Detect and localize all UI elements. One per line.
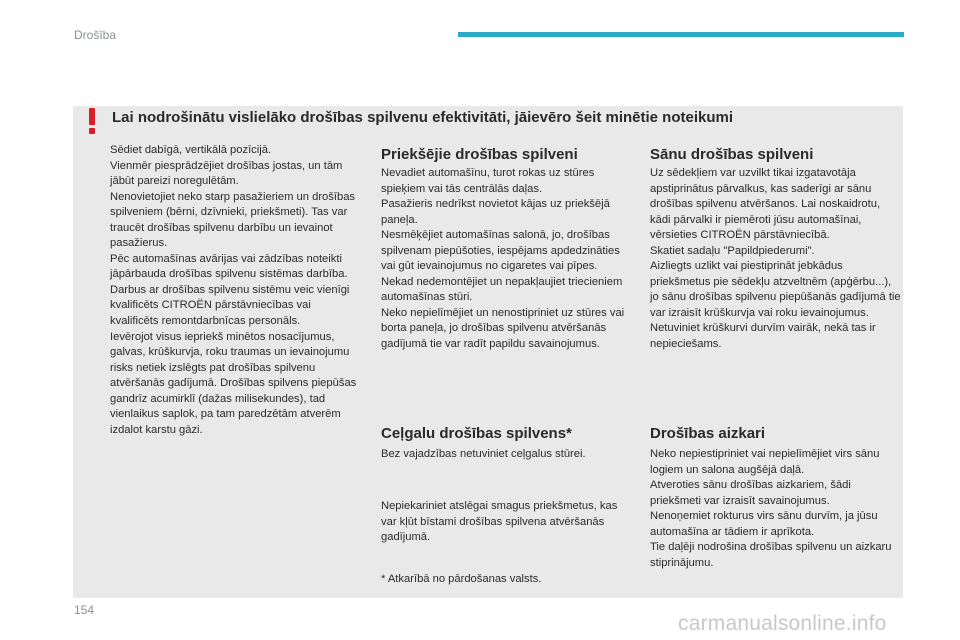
side-airbags-heading: Sānu drošības spilveni bbox=[650, 146, 814, 163]
footnote: * Atkarībā no pārdošanas valsts. bbox=[381, 573, 542, 585]
page-number: 154 bbox=[74, 603, 95, 617]
warning-icon-bar bbox=[89, 108, 95, 125]
warning-icon-dot bbox=[89, 128, 95, 134]
accent-bar bbox=[458, 32, 904, 37]
knee-airbag-heading: Ceļgalu drošības spilvens* bbox=[381, 425, 572, 442]
curtain-airbags-text: Neko nepiestipriniet vai nepielīmējiet virs sānu logiem un salona augšējā daļā. Atveroties sānu drošības aizkariem, šādi priekšmeti var izraisīt savainojumus. Nenoņemiet rokturus virs sānu durvīm, ja jūsu automašīna ar tādiem ir aprīkota. Tie daļēji nodrošina drošības spilvenu un aizkaru stiprinājumu. bbox=[650, 448, 892, 569]
front-airbags-heading: Priekšējie drošības spilveni bbox=[381, 146, 578, 163]
section-label: Drošība bbox=[74, 28, 117, 42]
knee-airbag-text-1: Bez vajadzības netuviniet ceļgalus stūrei. bbox=[381, 448, 586, 460]
front-airbags-text: Nevadiet automašīnu, turot rokas uz stūres spieķiem vai tās centrālās daļas. Pasažieris nedrīkst novietot kājas uz priekšējā paneļa. Nesmēķējiet automašīnas salonā, jo, drošības spilvenam piepūšoties, iespējams apdedzināties vai gūt ievainojumus no cigaretes vai pīpes. Nekad nedemontējiet un nepakļaujiet triecieniem automašīnas stūri. Neko nepielīmējiet un nenostipriniet uz stūres vai borta paneļa, jo drošības spilvenu atvēršanās gadījumā tie var radīt papildu savainojumus. bbox=[381, 167, 625, 351]
panel-title: Lai nodrošinātu vislielāko drošības spilvenu efektivitāti, jāievēro šeit minētie noteikumi bbox=[112, 109, 734, 126]
intro-text: Sēdiet dabīgā, vertikālā pozīcijā. Vienmēr piesprādzējiet drošības jostas, un tām jābūt pareizi noregulētām. Nenovietojiet neko starp pasažieriem un drošības spilveniem (bērni, dzīvnieki, priekšmeti). Tas var traucēt drošības spilvenu darbību un ievainot pasažierus. Pēc automašīnas avārijas vai zādzības noteikti jāpārbauda drošības spilvenu sistēmas darbība. Darbus ar drošības spilvenu sistēmu veic vienīgi kvalificēts CITROËN pārstāvniecības vai kvalificēts remontdarbnīcas personāls. Ievērojot visus iepriekš minētos nosacījumus, galvas, krūškurvja, roku traumas un ievainojumu risks netiek izslēgts pat drošības spilvenu atvēršanās gadījumā. Drošības spilvens piepūšas gandrīz acumirklī (dažas milisekundes), tad vienlaikus saplok, pa tam paredzētām atverēm izdalot karstu gāzi. bbox=[110, 144, 357, 436]
front-airbags-column bbox=[381, 166, 631, 353]
curtain-airbags-heading: Drošības aizkari bbox=[650, 425, 766, 442]
side-airbags-column bbox=[650, 166, 902, 353]
intro-column bbox=[110, 143, 360, 438]
watermark: carmanualsonline.info bbox=[678, 612, 887, 635]
knee-airbag-text-2: Nepiekariniet atslēgai smagus priekšmetus, kas var kļūt bīstami drošības spilvena atvēršanās gadījumā. bbox=[381, 500, 618, 544]
warning-icon bbox=[86, 108, 100, 134]
side-airbags-text: Uz sēdekļiem var uzvilkt tikai izgatavotāja apstiprinātus pārvalkus, kas saderīgi ar sānu drošības spilvenu atvēršanos. Lai noskaidrotu, kādi pārvalki ir piemēroti jūsu automašīnai, vērsieties CITROËN pārstāvniecībā. Skatiet sadaļu "Papildpiederumi". Aizliegts uzlikt vai piestiprināt jebkādus priekšmetus pie sēdekļu atzveltnēm (apģērbu...), jo sānu drošības spilvenu piepūšanās gadījumā tie var izraisīt krūškurvja vai roku ievainojumus. Netuviniet krūškurvi durvīm vairāk, nekā tas ir nepieciešams. bbox=[650, 167, 901, 351]
